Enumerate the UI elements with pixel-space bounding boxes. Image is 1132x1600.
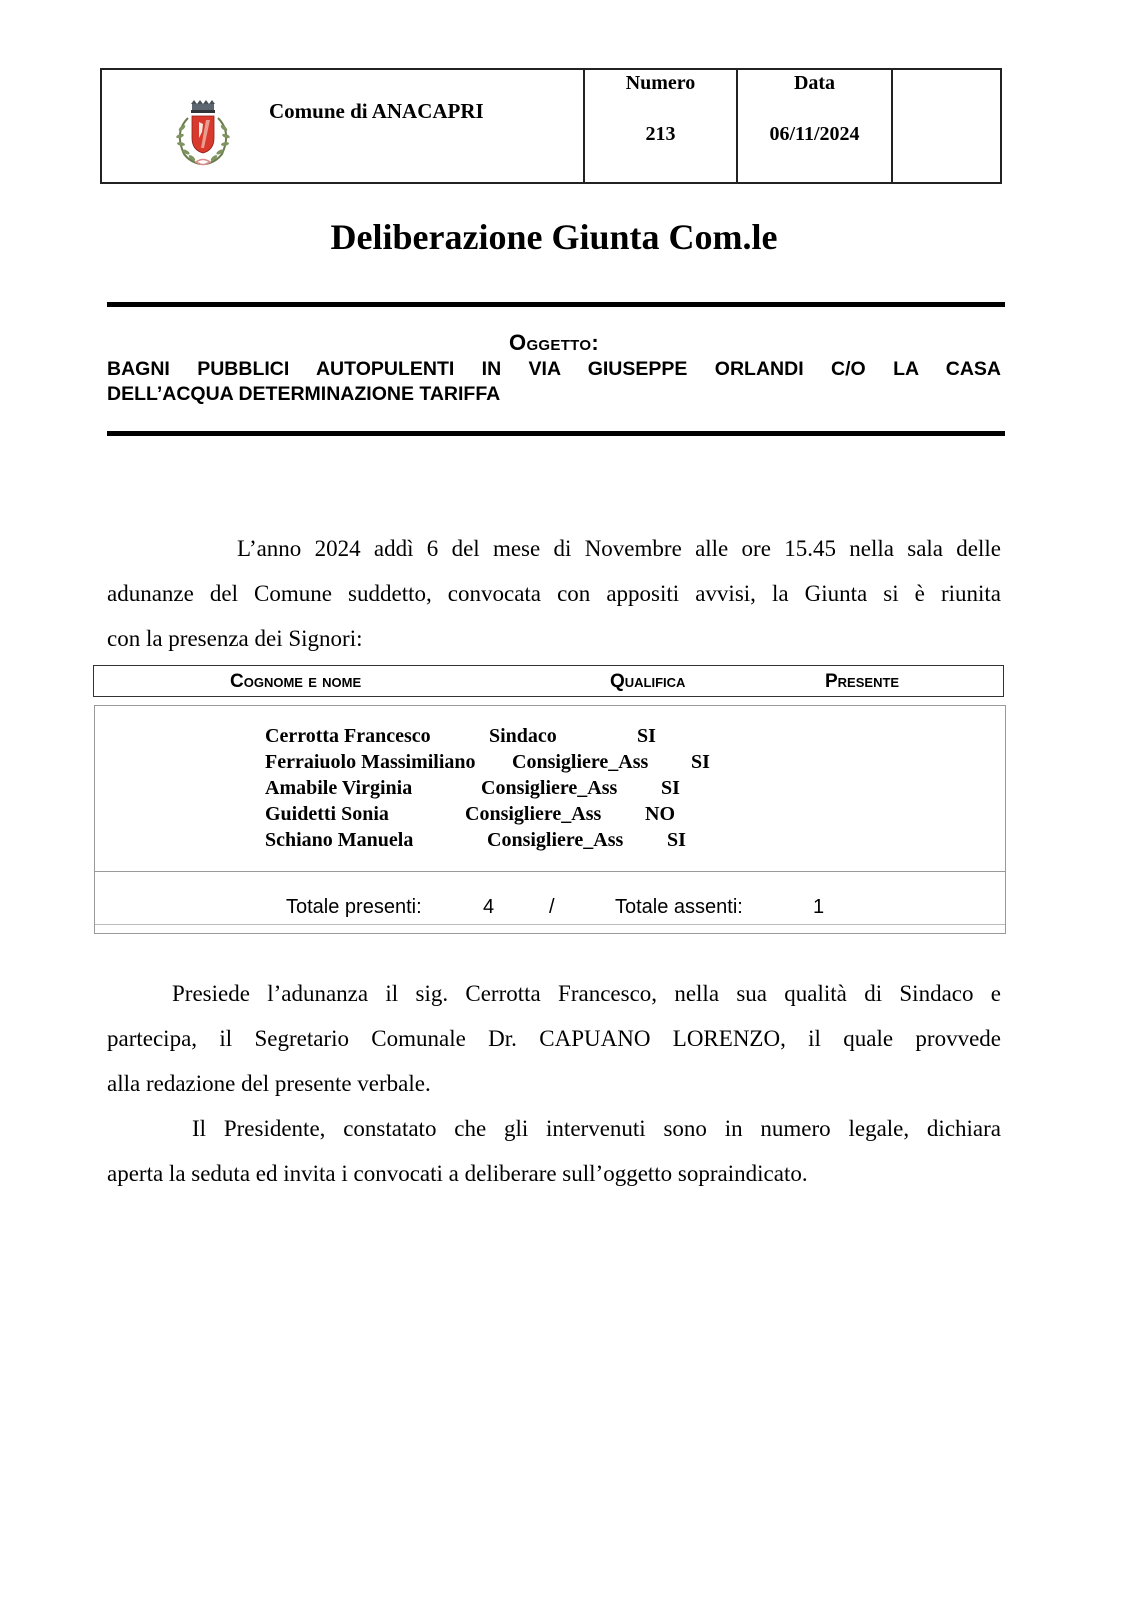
- document-title: Deliberazione Giunta Com.le: [330, 217, 778, 257]
- totale-assenti-label: Totale assenti:: [615, 896, 743, 918]
- intro-line-3: con la presenza dei Signori:: [107, 626, 363, 651]
- member-present: SI: [661, 777, 680, 799]
- intro-line-1-text: L’anno 2024 addì 6 del mese di Novembre alle ore 15.45 nella sala delle: [237, 536, 1001, 561]
- apertura-paragraph: [107, 1106, 1001, 1196]
- member-role: Consigliere_Ass: [481, 777, 618, 799]
- oggetto-line-2: DELL’ACQUA DETERMINAZIONE TARIFFA: [107, 383, 501, 405]
- apertura-line-1-text: Il Presidente, constatato che gli intervenuti sono in numero legale, dichiara: [192, 1116, 1001, 1141]
- member-present: SI: [691, 751, 710, 773]
- data-value: 06/11/2024: [769, 123, 860, 145]
- numero-value: 213: [645, 123, 676, 145]
- divider-bottom: [107, 431, 1005, 436]
- totals-separator: /: [549, 896, 555, 918]
- divider-top: [107, 302, 1005, 307]
- attendance-table-body: [94, 705, 1006, 934]
- oggetto-text: [107, 357, 1001, 407]
- member-name: Cerrotta Francesco: [265, 725, 431, 747]
- intro-line-1: [107, 526, 1001, 571]
- member-role: Consigliere_Ass: [465, 803, 602, 825]
- header-comune-cell: [102, 70, 583, 182]
- presidenza-line-2: partecipa, il Segretario Comunale Dr. CAPUANO LORENZO, il quale provvede: [107, 1026, 1001, 1051]
- attendance-table-header: [93, 665, 1004, 697]
- header-empty-cell: [891, 70, 1000, 182]
- column-header-role: Qualifica: [610, 671, 686, 692]
- member-role: Sindaco: [489, 725, 557, 747]
- member-role: Consigliere_Ass: [512, 751, 649, 773]
- member-name: Schiano Manuela: [265, 829, 414, 851]
- presidenza-paragraph: [107, 971, 1001, 1106]
- member-present: NO: [645, 803, 675, 825]
- presidenza-line-1-text: Presiede l’adunanza il sig. Cerrotta Francesco, nella sua qualità di Sindaco e: [172, 981, 1001, 1006]
- member-present: SI: [667, 829, 686, 851]
- totale-presenti-value: 4: [483, 896, 495, 918]
- oggetto-label: Oggetto:: [509, 330, 599, 355]
- apertura-line-1: [107, 1106, 1001, 1151]
- apertura-line-2: aperta la seduta ed invita i convocati a deliberare sull’oggetto sopraindicato.: [107, 1161, 808, 1186]
- member-present: SI: [637, 725, 656, 747]
- presidenza-line-1: [107, 971, 1001, 1016]
- presidenza-line-3: alla redazione del presente verbale.: [107, 1071, 431, 1096]
- data-label: Data: [793, 72, 836, 94]
- totale-assenti-value: 1: [813, 896, 825, 918]
- numero-label: Numero: [625, 72, 696, 94]
- intro-line-2: adunanze del Comune suddetto, convocata con appositi avvisi, la Giunta si è riunita: [107, 581, 1001, 606]
- member-name: Amabile Virginia: [265, 777, 413, 799]
- intro-paragraph: [107, 526, 1001, 661]
- table-bottom-divider: [95, 924, 1005, 925]
- totale-presenti-label: Totale presenti:: [286, 896, 422, 918]
- document-header-table: [100, 68, 1002, 184]
- table-divider: [95, 871, 1005, 872]
- header-numero-cell: [583, 70, 736, 182]
- member-role: Consigliere_Ass: [487, 829, 624, 851]
- column-header-present: Presente: [825, 671, 900, 692]
- column-header-name: Cognome e nome: [230, 671, 362, 692]
- coat-of-arms-icon: [168, 100, 238, 170]
- member-name: Ferraiuolo Massimiliano: [265, 751, 476, 773]
- member-name: Guidetti Sonia: [265, 803, 389, 825]
- oggetto-line-1: BAGNI PUBBLICI AUTOPULENTI IN VIA GIUSEPPE ORLANDI C/O LA CASA: [107, 358, 1001, 380]
- comune-name: Comune di ANACAPRI: [269, 99, 484, 123]
- header-data-cell: [736, 70, 891, 182]
